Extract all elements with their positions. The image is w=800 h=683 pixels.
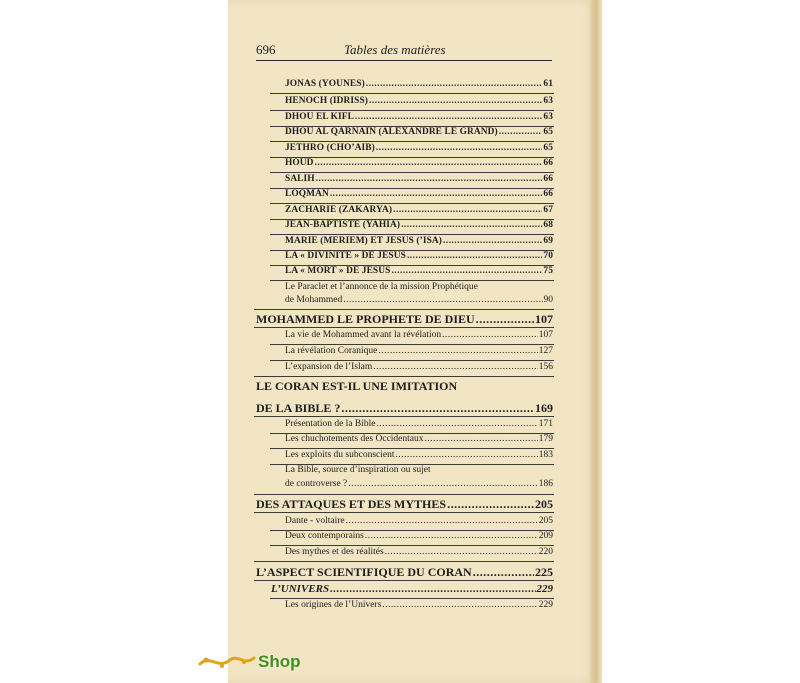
toc-entry-label: LA « DIVINITE » DE JESUS [285, 251, 406, 261]
toc-entry[interactable] [285, 450, 553, 460]
toc-entry-label: Deux contemporains [285, 531, 364, 541]
toc-entry-label: JONAS (YOUNES) [285, 79, 365, 89]
leader-dots [473, 565, 534, 580]
leader-dots [373, 362, 538, 372]
leader-dots [355, 112, 543, 122]
leader-dots [377, 419, 538, 429]
toc-entry-label: La révélation Coranique [285, 346, 378, 356]
toc-entry-label: LOQMAN [285, 189, 329, 199]
toc-entry[interactable] [285, 158, 553, 168]
leader-dots [499, 127, 543, 137]
toc-entry-page: 107 [535, 312, 553, 326]
toc-entry-page: 75 [543, 266, 553, 276]
shop-logo-text: Shop [258, 652, 301, 671]
toc-entry-page: 179 [538, 434, 553, 444]
toc-subsection-heading[interactable] [271, 583, 553, 595]
leader-dots [401, 220, 542, 230]
toc-entry[interactable] [285, 531, 553, 541]
toc-entry-page: 209 [538, 531, 553, 541]
leader-dots [407, 251, 542, 261]
page-header [256, 42, 552, 60]
toc-entry-label: Les origines de l’Univers [285, 600, 382, 610]
entry-separator [270, 93, 554, 94]
toc-entry-page: 66 [543, 158, 553, 168]
leader-dots [348, 479, 538, 489]
toc-section-heading[interactable] [256, 565, 553, 580]
toc-entry-label: JEAN-BAPTISTE (YAHIA) [285, 220, 401, 230]
toc-entry-label-line1: La Bible, source d’inspiration ou sujet [285, 465, 431, 475]
toc-entry[interactable] [285, 174, 553, 184]
toc-entry[interactable] [285, 189, 553, 199]
leader-dots [396, 450, 538, 460]
leader-dots [382, 600, 537, 610]
page-title: Tables des matières [344, 42, 446, 57]
toc-entry-page: 229 [538, 600, 553, 610]
toc-entry-label: MOHAMMED LE PROPHETE DE DIEU [256, 312, 475, 326]
toc-entry-page: 183 [538, 450, 553, 460]
entry-separator [270, 448, 554, 449]
toc-entry-page: 186 [538, 479, 553, 489]
toc-entry[interactable] [285, 479, 553, 489]
toc-entry-page: 205 [538, 516, 553, 526]
entry-separator [254, 512, 554, 513]
leader-dots [442, 330, 538, 340]
toc-entry-page: 205 [535, 497, 553, 511]
toc-entry-label: Dante - voltaire [285, 516, 345, 526]
leader-dots [341, 401, 534, 416]
toc-entry-label: Les chuchotements des Occidentaux [285, 434, 424, 444]
entry-separator [270, 598, 554, 599]
toc-entry[interactable] [285, 220, 553, 230]
header-rule [256, 60, 552, 61]
entry-separator [270, 360, 554, 361]
toc-entry[interactable] [285, 266, 553, 276]
toc-entry[interactable] [285, 127, 553, 137]
leader-dots [425, 434, 538, 444]
leader-dots [316, 174, 543, 184]
toc-entry-label: DES ATTAQUES ET DES MYTHES [256, 497, 447, 511]
toc-entry-page: 169 [535, 401, 553, 415]
leader-dots [366, 79, 543, 89]
entry-separator [270, 280, 554, 281]
toc-section-heading[interactable] [256, 401, 553, 416]
toc-entry-page: 225 [535, 565, 553, 579]
entry-separator [270, 141, 554, 142]
page-number: 696 [256, 42, 276, 57]
toc-entry[interactable] [285, 96, 553, 106]
toc-entry[interactable] [285, 236, 553, 246]
toc-entry-label-line2: de Mohammed [285, 295, 343, 305]
leader-dots [378, 346, 537, 356]
leader-dots [315, 158, 543, 168]
toc-entry-page: 67 [543, 205, 553, 215]
leader-dots [476, 312, 534, 327]
toc-section-heading[interactable] [256, 312, 553, 327]
entry-separator [254, 416, 554, 417]
toc-entry-label: HOUD [285, 158, 314, 168]
leader-dots [393, 205, 542, 215]
entry-separator [270, 545, 554, 546]
leader-dots [330, 189, 543, 199]
section-separator [254, 494, 554, 495]
toc-entry-page: 70 [543, 251, 553, 261]
toc-entry-page: 63 [543, 96, 553, 106]
toc-entry-page: 156 [538, 362, 553, 372]
toc-entry-page: 127 [538, 346, 553, 356]
toc-entry-label: L’UNIVERS [271, 583, 330, 595]
toc-entry[interactable] [285, 362, 553, 372]
toc-entry-label-line2: de controverse ? [285, 479, 348, 489]
leader-dots [343, 295, 542, 305]
section-separator [254, 561, 554, 562]
toc-entry[interactable] [285, 516, 553, 526]
toc-entry-page: 107 [538, 330, 553, 340]
toc-entry[interactable] [285, 295, 553, 305]
leader-dots [385, 547, 538, 557]
toc-entry-label: L’expansion de l’Islam [285, 362, 373, 372]
toc-section-heading-line1: LE CORAN EST-IL UNE IMITATION [256, 379, 458, 393]
toc-entry-label: JETHRO (CHO’AIB) [285, 143, 375, 153]
toc-entry[interactable] [285, 112, 553, 122]
toc-entry-label-line1: Le Paraclet et l’annonce de la mission Prophétique [285, 282, 478, 292]
toc-entry-page: 66 [543, 189, 553, 199]
toc-entry[interactable] [285, 205, 553, 215]
toc-entry-label: Des mythes et des réalités [285, 547, 384, 557]
toc-entry-page: 90 [543, 295, 553, 305]
toc-entry-page: 63 [543, 112, 553, 122]
entry-separator [270, 172, 554, 173]
toc-entry-page: 220 [538, 547, 553, 557]
toc-entry-label-line2: DE LA BIBLE ? [256, 401, 341, 415]
entry-separator [254, 327, 554, 328]
toc-entry-page: 66 [543, 174, 553, 184]
entry-separator [270, 344, 554, 345]
toc-entry-label: SALIH [285, 174, 315, 184]
leader-dots [391, 266, 542, 276]
toc-entry[interactable] [285, 251, 553, 261]
toc-entry-page: 229 [536, 583, 553, 595]
toc-entry[interactable] [285, 547, 553, 557]
entry-separator [254, 580, 554, 581]
toc-entry-label: LA « MORT » DE JESUS [285, 266, 391, 276]
entry-separator [270, 110, 554, 111]
entry-separator [270, 234, 554, 235]
leader-dots [369, 96, 542, 106]
toc-entry-page: 69 [543, 236, 553, 246]
entry-separator [270, 203, 554, 204]
toc-entry-page: 68 [543, 220, 553, 230]
leader-dots [447, 497, 534, 512]
toc-entry-label: Présentation de la Bible [285, 419, 376, 429]
section-separator [254, 309, 554, 310]
toc-entry[interactable] [285, 346, 553, 356]
leader-dots [443, 236, 542, 246]
toc-entry-label: HENOCH (IDRISS) [285, 96, 369, 106]
toc-entry[interactable] [285, 419, 553, 429]
toc-entry-page: 65 [543, 127, 553, 137]
toc-entry-page: 171 [538, 419, 553, 429]
leader-dots [376, 143, 543, 153]
leader-dots [346, 516, 538, 526]
toc-entry-label: Les exploits du subconscient [285, 450, 395, 460]
toc-entry-label: L’ASPECT SCIENTIFIQUE DU CORAN [256, 565, 472, 579]
toc-entry[interactable] [285, 143, 553, 153]
leader-dots [330, 583, 535, 595]
toc-entry[interactable] [285, 434, 553, 444]
toc-entry[interactable] [285, 330, 553, 340]
toc-section-heading[interactable] [256, 497, 553, 512]
toc-entry-label: ZACHARIE (ZAKARYA) [285, 205, 393, 215]
leader-dots [365, 531, 538, 541]
toc-entry[interactable] [285, 79, 553, 89]
section-separator [254, 376, 554, 377]
toc-entry-label: DHOU EL KIFL [285, 112, 354, 122]
toc-entry-page: 61 [543, 79, 553, 89]
toc-entry-label: La vie de Mohammed avant la révélation [285, 330, 442, 340]
page-edge [590, 0, 602, 683]
toc-entry[interactable] [285, 600, 553, 610]
toc-entry-label: DHOU AL QARNAIN (ALEXANDRE LE GRAND) [285, 127, 498, 137]
toc-entry-label: MARIE (MERIEM) ET JESUS (’ISA) [285, 236, 443, 246]
toc-entry-page: 65 [543, 143, 553, 153]
